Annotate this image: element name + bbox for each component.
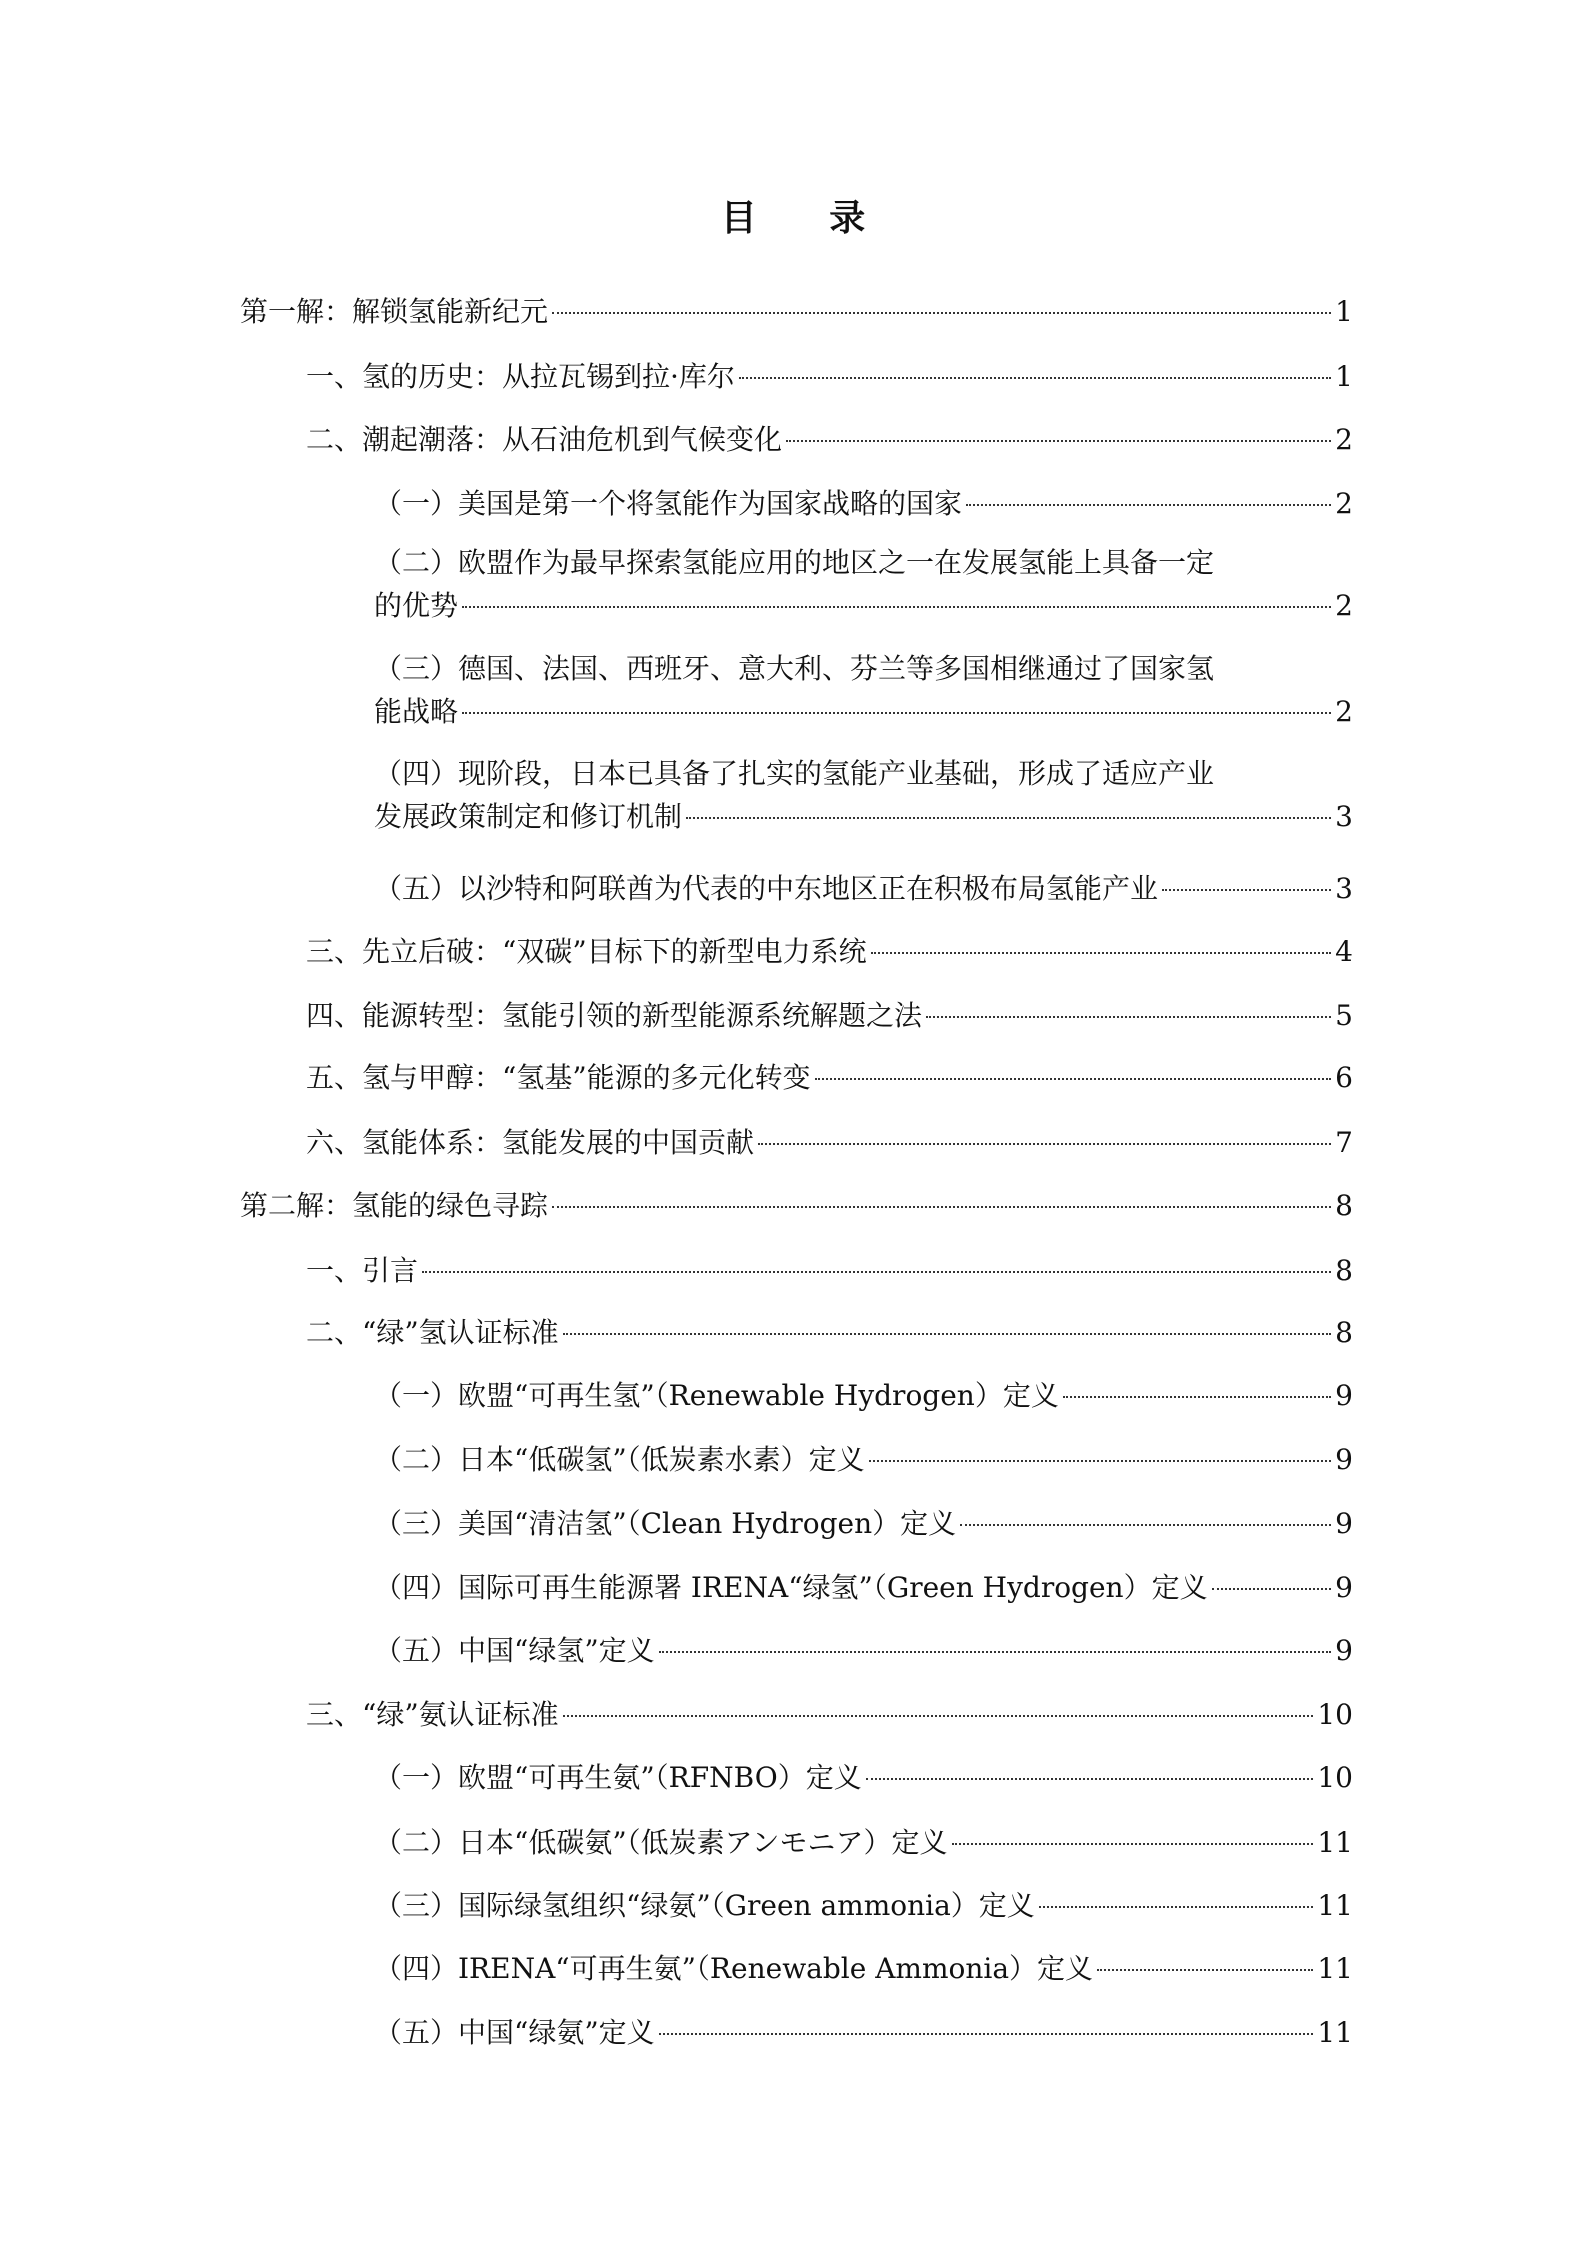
toc-entry[interactable] — [240, 1184, 1353, 1227]
toc-entry-text-line: （三）德国、法国、西班牙、意大利、芬兰等多国相继通过了国家氢 — [374, 652, 1215, 685]
toc-page-number: 2 — [1335, 423, 1353, 456]
toc-entry[interactable] — [306, 1056, 1353, 1099]
toc-entry-text: 六、氢能体系：氢能发展的中国贡献 — [306, 1126, 755, 1159]
toc-entry[interactable] — [374, 647, 1353, 733]
toc-entry-text: （五）中国“绿氨”定义 — [374, 2016, 655, 2049]
toc-page-number: 8 — [1335, 1189, 1353, 1222]
dot-leader — [462, 606, 1331, 608]
toc-entry-text: （四）IRENA“可再生氨”（Renewable Ammonia）定义 — [374, 1952, 1094, 1985]
toc-entry[interactable] — [374, 1566, 1353, 1609]
toc-page-number: 9 — [1335, 1571, 1353, 1604]
toc-page-number: 10 — [1317, 1761, 1353, 1794]
dot-leader — [739, 377, 1331, 379]
toc-entry-text: （三）国际绿氢组织“绿氨”（Green ammonia）定义 — [374, 1889, 1035, 1922]
toc-entry-text: 二、“绿”氢认证标准 — [306, 1316, 559, 1349]
toc-entry[interactable] — [374, 1884, 1353, 1927]
dot-leader — [552, 312, 1331, 314]
toc-entry-text-line: （二）欧盟作为最早探索氢能应用的地区之一在发展氢能上具备一定 — [374, 546, 1215, 579]
dot-leader — [786, 440, 1331, 442]
dot-leader — [1212, 1588, 1332, 1590]
toc-page-number: 11 — [1317, 1826, 1353, 1859]
toc-entry-text: 四、能源转型：氢能引领的新型能源系统解题之法 — [306, 999, 923, 1032]
toc-entry-text: （四）国际可再生能源署 IRENA“绿氢”（Green Hydrogen）定义 — [374, 1571, 1208, 1604]
dot-leader — [686, 817, 1331, 819]
toc-entry-text: 的优势 — [374, 589, 459, 622]
toc-page-number: 2 — [1335, 695, 1353, 728]
toc-page-number: 9 — [1335, 1507, 1353, 1540]
toc-page-number: 9 — [1335, 1634, 1353, 1667]
dot-leader — [926, 1016, 1331, 1018]
toc-page-number: 3 — [1335, 800, 1353, 833]
toc-entry[interactable] — [374, 752, 1353, 838]
toc-entry-text: 第一解：解锁氢能新纪元 — [240, 295, 549, 328]
toc-entry[interactable] — [306, 1121, 1353, 1164]
page-title: 目 录 — [720, 198, 896, 239]
toc-entry[interactable] — [374, 867, 1353, 910]
toc-entry[interactable] — [374, 1756, 1353, 1799]
dot-leader — [758, 1143, 1331, 1145]
toc-entry-text: （三）美国“清洁氢”（Clean Hydrogen）定义 — [374, 1507, 957, 1540]
toc-page-number: 3 — [1335, 872, 1353, 905]
toc-entry-text: （一）美国是第一个将氢能作为国家战略的国家 — [374, 487, 963, 520]
toc-page-number: 8 — [1335, 1254, 1353, 1287]
toc-entry[interactable] — [306, 1249, 1353, 1292]
toc-entry-text: 五、氢与甲醇：“氢基”能源的多元化转变 — [306, 1061, 811, 1094]
toc-entry-text-line: （四）现阶段，日本已具备了扎实的氢能产业基础，形成了适应产业 — [374, 757, 1215, 790]
toc-entry-text: （二）日本“低碳氢”（低炭素水素）定义 — [374, 1443, 865, 1476]
dot-leader — [1063, 1396, 1331, 1398]
dot-leader — [563, 1333, 1332, 1335]
toc-entry[interactable] — [374, 541, 1353, 627]
dot-leader — [815, 1078, 1332, 1080]
dot-leader — [960, 1524, 1331, 1526]
dot-leader — [422, 1271, 1331, 1273]
toc-entry-text: 三、“绿”氨认证标准 — [306, 1698, 559, 1731]
dot-leader — [659, 2033, 1314, 2035]
toc-entry-text: 一、引言 — [306, 1254, 419, 1287]
toc-page-number: 5 — [1335, 999, 1353, 1032]
toc-entry[interactable] — [374, 1947, 1353, 1990]
toc-entry-text: 第二解：氢能的绿色寻踪 — [240, 1189, 549, 1222]
toc-page-number: 7 — [1335, 1126, 1353, 1159]
toc-page-number: 2 — [1335, 589, 1353, 622]
toc-entry-text: （一）欧盟“可再生氨”（RFNBO）定义 — [374, 1761, 862, 1794]
dot-leader — [563, 1715, 1314, 1717]
toc-entry-text: （一）欧盟“可再生氢”（Renewable Hydrogen）定义 — [374, 1379, 1059, 1412]
toc-entry[interactable] — [306, 418, 1353, 461]
dot-leader — [966, 504, 1331, 506]
toc-entry[interactable] — [306, 1693, 1353, 1736]
toc-entry[interactable] — [306, 930, 1353, 973]
toc-page-number: 8 — [1335, 1316, 1353, 1349]
dot-leader — [552, 1206, 1331, 1208]
toc-entry-text: （五）中国“绿氢”定义 — [374, 1634, 655, 1667]
toc-entry[interactable] — [306, 355, 1353, 398]
dot-leader — [659, 1651, 1332, 1653]
dot-leader — [871, 952, 1332, 954]
dot-leader — [869, 1460, 1332, 1462]
toc-page-number: 6 — [1335, 1061, 1353, 1094]
toc-entry-text: 发展政策制定和修订机制 — [374, 800, 683, 833]
toc-entry[interactable] — [374, 1374, 1353, 1417]
toc-entry[interactable] — [374, 482, 1353, 525]
dot-leader — [1162, 889, 1331, 891]
dot-leader — [462, 712, 1331, 714]
toc-page-number: 9 — [1335, 1379, 1353, 1412]
toc-page-number: 10 — [1317, 1698, 1353, 1731]
toc-page-number: 2 — [1335, 487, 1353, 520]
toc-page-number: 11 — [1317, 1889, 1353, 1922]
toc-entry[interactable] — [374, 1502, 1353, 1545]
toc-page-number: 4 — [1335, 935, 1353, 968]
toc-entry[interactable] — [306, 1311, 1353, 1354]
toc-page-number: 1 — [1335, 360, 1353, 393]
toc-entry-text: 二、潮起潮落：从石油危机到气候变化 — [306, 423, 783, 456]
toc-entry-text: （五）以沙特和阿联酋为代表的中东地区正在积极布局氢能产业 — [374, 872, 1159, 905]
toc-entry[interactable] — [306, 994, 1353, 1037]
dot-leader — [952, 1843, 1314, 1845]
toc-page-number: 1 — [1335, 295, 1353, 328]
toc-entry-text: 一、氢的历史：从拉瓦锡到拉·库尔 — [306, 360, 735, 393]
toc-entry[interactable] — [240, 290, 1353, 333]
toc-entry-text: 能战略 — [374, 695, 459, 728]
toc-entry-text: （二）日本“低碳氨”（低炭素アンモニア）定义 — [374, 1826, 948, 1859]
toc-entry[interactable] — [374, 1438, 1353, 1481]
dot-leader — [1039, 1906, 1314, 1908]
dot-leader — [1097, 1969, 1313, 1971]
toc-entry[interactable] — [374, 1821, 1353, 1864]
dot-leader — [866, 1778, 1314, 1780]
toc-page-number: 11 — [1317, 1952, 1353, 1985]
toc-entry[interactable] — [374, 1629, 1353, 1672]
toc-entry-text: 三、先立后破：“双碳”目标下的新型电力系统 — [306, 935, 867, 968]
toc-entry[interactable] — [374, 2011, 1353, 2054]
toc-page-number: 9 — [1335, 1443, 1353, 1476]
toc-page-number: 11 — [1317, 2016, 1353, 2049]
